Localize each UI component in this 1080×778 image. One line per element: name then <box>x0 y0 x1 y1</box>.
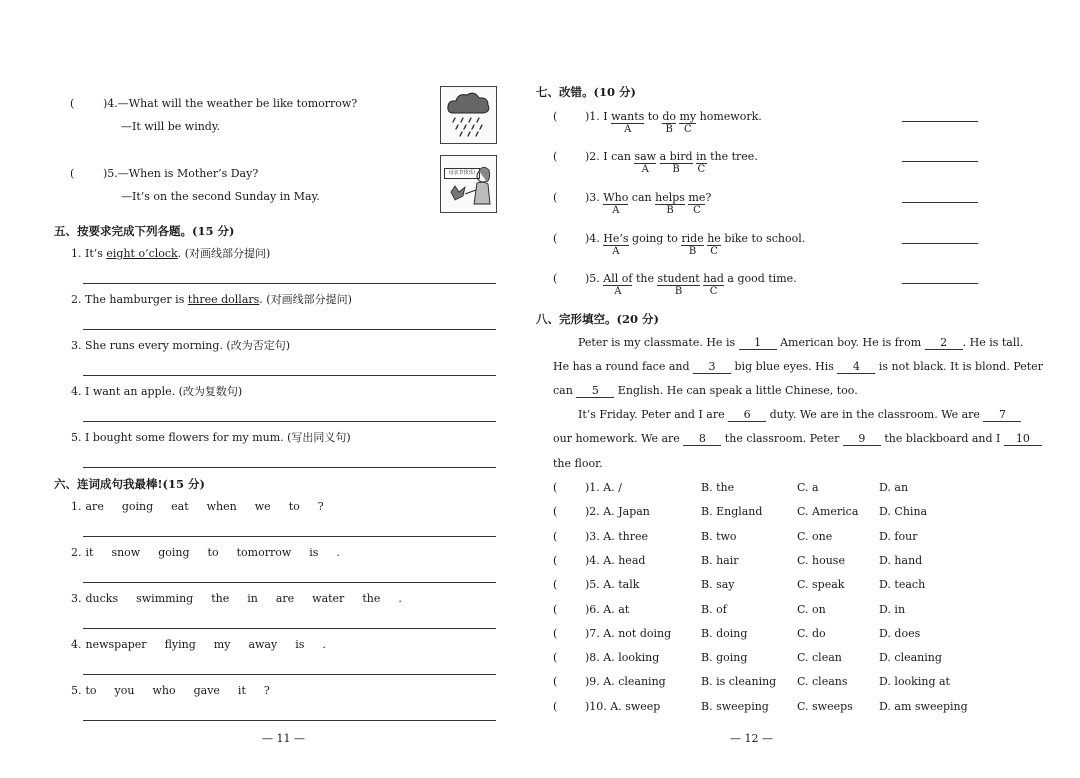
option-c[interactable]: C. speak <box>797 578 845 592</box>
instruction-text: . (对画线部分提问) <box>259 293 352 306</box>
marked-word-text: my <box>679 110 697 123</box>
question-text: 5. I bought some flowers for my mum. (写出同义句) <box>71 431 351 444</box>
word-order-question <box>71 684 288 698</box>
marked-word <box>681 232 704 257</box>
q5-answer: —It’s on the second Sunday in May. <box>121 190 320 203</box>
scrambled-word: flying <box>164 638 196 651</box>
option-num: )9. A. cleaning <box>585 675 666 689</box>
option-num: )10. A. sweep <box>585 699 661 713</box>
option-num: )2. A. Japan <box>585 505 650 519</box>
option-num: )6. A. at <box>585 602 630 616</box>
scrambled-word: . <box>322 638 326 651</box>
question-text: 1. It’s <box>71 247 107 260</box>
correction-line[interactable] <box>902 202 978 203</box>
scrambled-word: tomorrow <box>236 546 292 559</box>
passage-text: the classroom. Peter <box>721 432 843 445</box>
option-c[interactable]: C. cleans <box>797 675 848 689</box>
marked-word-text: had <box>703 272 724 285</box>
marked-word-text: do <box>662 110 676 123</box>
cloze-blank[interactable]: 9 <box>843 433 881 446</box>
scrambled-word: who <box>152 684 176 697</box>
answer-paren: ( <box>553 578 558 592</box>
option-letter: C <box>709 286 718 297</box>
passage-line <box>553 384 858 398</box>
option-c[interactable]: C. one <box>797 529 833 543</box>
page-number-left: — 11 — <box>262 732 305 745</box>
scrambled-word: are <box>85 500 104 513</box>
question-text: 4. I want an apple. (改为复数句) <box>71 385 243 398</box>
scrambled-word: the <box>211 592 230 605</box>
marked-word-text: a bird <box>659 150 693 163</box>
marked-word-text: All of <box>603 272 633 285</box>
option-d[interactable]: D. an <box>879 481 909 494</box>
scrambled-word: eat <box>171 500 189 513</box>
marked-word <box>659 150 693 175</box>
sentence-text: can <box>628 191 656 204</box>
scrambled-word: gave <box>193 684 220 697</box>
scrambled-word: going <box>121 500 154 513</box>
passage-text: English. He can speak a little Chinese, too. <box>614 384 858 397</box>
cloze-blank[interactable]: 1 <box>739 337 777 350</box>
marked-word-text: student <box>657 272 700 285</box>
error-paren: ( <box>553 272 558 285</box>
q4-answer: —It will be windy. <box>121 120 221 133</box>
option-d[interactable]: D. teach <box>879 578 926 592</box>
option-letter: C <box>697 164 706 175</box>
scrambled-word: . <box>336 546 340 559</box>
marked-word <box>707 232 721 257</box>
word-order-question <box>71 546 358 560</box>
word-order-question <box>71 592 420 606</box>
cloze-blank[interactable]: 7 <box>983 409 1021 422</box>
scrambled-word: is <box>295 638 305 651</box>
option-b[interactable]: B. England <box>701 505 763 519</box>
error-paren: ( <box>553 191 558 204</box>
correction-line[interactable] <box>902 161 978 162</box>
option-letter: A <box>612 246 620 257</box>
option-num: )4. A. head <box>585 553 646 567</box>
question-number: 5. <box>71 684 82 697</box>
answer-line[interactable] <box>83 283 496 284</box>
scrambled-word: to <box>207 546 219 559</box>
scrambled-word: swimming <box>136 592 194 605</box>
q5-question <box>103 167 258 181</box>
passage-text: the blackboard and I <box>880 432 1004 445</box>
error-question <box>585 191 712 216</box>
scrambled-word: when <box>206 500 237 513</box>
scrambled-word: to <box>85 684 97 697</box>
passage-line <box>553 457 603 471</box>
scrambled-word: it <box>237 684 246 697</box>
answer-line[interactable] <box>83 674 496 675</box>
marked-word-text: saw <box>634 150 657 163</box>
q4-question-text: —What will the weather be like tomorrow? <box>117 97 358 110</box>
option-b[interactable]: B. going <box>701 651 748 665</box>
option-c[interactable]: C. a <box>797 481 819 494</box>
option-num: )7. A. not doing <box>585 626 672 640</box>
option-d[interactable]: D. hand <box>879 553 923 567</box>
question-number: )2. <box>585 150 604 163</box>
rain-cloud-icon <box>440 86 497 144</box>
answer-paren: ( <box>553 602 558 616</box>
option-c[interactable]: C. on <box>797 602 826 616</box>
option-d[interactable]: D. does <box>879 626 921 640</box>
error-question <box>585 272 797 297</box>
sentence-text: I <box>603 110 612 123</box>
scrambled-word: water <box>312 592 345 605</box>
scrambled-word: the <box>362 592 381 605</box>
scrambled-word: is <box>309 546 319 559</box>
option-letter: A <box>614 286 622 297</box>
marked-word <box>634 150 657 175</box>
option-b[interactable]: B. the <box>701 481 735 494</box>
option-b[interactable]: B. say <box>701 578 735 592</box>
sentence-text: a good time. <box>723 272 797 285</box>
marked-word <box>662 110 676 135</box>
scrambled-word: in <box>247 592 258 605</box>
transform-question <box>71 293 352 307</box>
error-paren: ( <box>553 232 558 245</box>
scrambled-word: we <box>254 500 271 513</box>
option-c[interactable]: C. clean <box>797 651 842 665</box>
option-d[interactable]: D. four <box>879 529 918 543</box>
marked-word-text: ride <box>681 232 704 245</box>
correction-line[interactable] <box>902 243 978 244</box>
option-b[interactable]: B. doing <box>701 626 748 640</box>
option-d[interactable]: D. in <box>879 602 906 616</box>
word-order-question <box>71 500 342 514</box>
answer-line[interactable] <box>83 375 496 376</box>
sentence-text: homework. <box>696 110 762 123</box>
answer-line[interactable] <box>83 720 496 721</box>
option-letter: A <box>641 164 649 175</box>
question-text: 2. The hamburger is <box>71 293 188 306</box>
mother-card-icon <box>440 155 497 213</box>
error-paren: ( <box>553 110 558 123</box>
scrambled-word: to <box>288 500 300 513</box>
scrambled-word: my <box>213 638 231 651</box>
cloze-blank[interactable]: 5 <box>576 385 614 398</box>
option-letter: A <box>612 205 620 216</box>
answer-line[interactable] <box>83 628 496 629</box>
question-number: 3. <box>71 592 82 605</box>
passage-text: big blue eyes. His <box>731 360 838 373</box>
passage-text: the floor. <box>553 457 603 470</box>
option-c[interactable]: C. do <box>797 626 826 640</box>
marked-word-text: Who <box>603 191 629 204</box>
underlined-part: eight o’clock <box>106 247 178 260</box>
passage-text: He has a round face and <box>553 360 694 373</box>
option-letter: C <box>683 124 692 135</box>
answer-line[interactable] <box>83 329 496 330</box>
sentence-text: bike to school. <box>720 232 806 245</box>
passage-line <box>578 408 1021 422</box>
cloze-blank[interactable]: 4 <box>837 361 875 374</box>
option-letter: B <box>666 205 674 216</box>
scrambled-word: away <box>248 638 278 651</box>
scrambled-word: you <box>114 684 135 697</box>
option-d[interactable]: D. looking at <box>879 675 950 689</box>
question-number: 1. <box>71 500 82 513</box>
option-letter: B <box>665 124 673 135</box>
instruction-text: . (对画线部分提问) <box>177 247 271 260</box>
question-number: )3. <box>585 191 604 204</box>
underlined-part: three dollars <box>187 293 260 306</box>
answer-paren: ( <box>553 529 558 543</box>
correction-line[interactable] <box>902 283 978 284</box>
section5-title: 五、按要求完成下列各题。(15 分) <box>54 224 235 238</box>
passage-text: is not black. It is blond. Peter <box>875 360 1043 373</box>
q4-number: )4. <box>103 97 118 110</box>
cloze-blank[interactable]: 8 <box>683 433 721 446</box>
sentence-text: going to <box>628 232 682 245</box>
scrambled-word: ? <box>263 684 270 697</box>
marked-word <box>603 191 629 216</box>
marked-word <box>696 150 707 175</box>
scrambled-word: it <box>85 546 94 559</box>
marked-word <box>688 191 706 216</box>
option-letter: C <box>693 205 701 216</box>
error-question <box>585 232 806 257</box>
passage-text: Peter is my classmate. He is <box>578 336 739 349</box>
option-num: )1. A. / <box>585 481 622 494</box>
marked-word <box>657 272 700 297</box>
sentence-text: to <box>644 110 663 123</box>
marked-word-text: helps <box>655 191 685 204</box>
marked-word <box>655 191 685 216</box>
option-letter: B <box>688 246 697 257</box>
passage-text: duty. We are in the classroom. We are <box>766 408 984 421</box>
error-question <box>585 110 762 135</box>
scrambled-word: ? <box>317 500 324 513</box>
q5-question-text: —When is Mother’s Day? <box>117 167 259 180</box>
option-num: )3. A. three <box>585 529 649 543</box>
scrambled-word: newspaper <box>85 638 147 651</box>
question-number: 2. <box>71 546 82 559</box>
answer-paren: ( <box>553 505 558 519</box>
option-letter: B <box>674 286 683 297</box>
sentence-text: I can <box>603 150 635 163</box>
answer-paren: ( <box>553 651 558 665</box>
answer-line[interactable] <box>83 582 496 583</box>
passage-text: can <box>553 384 577 397</box>
passage-text: American boy. He is from <box>776 336 925 349</box>
option-d[interactable]: D. cleaning <box>879 651 942 665</box>
answer-line[interactable] <box>83 421 496 422</box>
sentence-text: ? <box>705 191 712 204</box>
marked-word-text: he <box>707 232 721 245</box>
question-number: )5. <box>585 272 604 285</box>
scrambled-word: are <box>275 592 295 605</box>
option-num: )8. A. looking <box>585 651 660 665</box>
transform-question <box>71 385 242 399</box>
option-letter: A <box>624 124 632 135</box>
answer-paren: ( <box>553 626 558 640</box>
option-d[interactable]: D. am sweeping <box>879 699 968 713</box>
answer-paren: ( <box>553 553 558 567</box>
q4-question <box>103 97 357 111</box>
marked-word <box>611 110 645 135</box>
option-b[interactable]: B. of <box>701 602 727 616</box>
cloze-blank[interactable]: 6 <box>728 409 766 422</box>
answer-paren: ( <box>553 675 558 689</box>
passage-text: . He is tall. <box>962 336 1024 349</box>
marked-word-text: me <box>688 191 706 204</box>
section6-title: 六、连词成句我最棒!(15 分) <box>54 477 205 491</box>
question-number: )4. <box>585 232 604 245</box>
error-paren: ( <box>553 150 558 163</box>
option-letter: C <box>710 246 718 257</box>
question-text: 3. She runs every morning. (改为否定句) <box>71 339 291 352</box>
option-d[interactable]: D. China <box>879 505 928 519</box>
error-question <box>585 150 758 175</box>
answer-line[interactable] <box>83 467 496 468</box>
option-num: )5. A. talk <box>585 578 640 592</box>
answer-line[interactable] <box>83 536 496 537</box>
marked-word <box>679 110 697 135</box>
q5-paren: ( <box>70 167 75 180</box>
marked-word <box>603 232 629 257</box>
section7-title: 七、改错。(10 分) <box>536 85 636 99</box>
scrambled-word: . <box>398 592 402 605</box>
question-number: )1. <box>585 110 604 123</box>
option-c[interactable]: C. America <box>797 505 859 519</box>
option-b[interactable]: B. is cleaning <box>701 675 777 689</box>
option-c[interactable]: C. house <box>797 553 845 567</box>
q4-paren: ( <box>70 97 75 110</box>
sentence-text: the tree. <box>706 150 758 163</box>
marked-word-text: He’s <box>603 232 629 245</box>
question-number: 4. <box>71 638 82 651</box>
transform-question <box>71 247 270 261</box>
cloze-blank[interactable]: 10 <box>1004 433 1042 446</box>
passage-line <box>553 432 1042 446</box>
passage-line <box>578 336 1023 350</box>
word-order-question <box>71 638 344 652</box>
option-b[interactable]: B. sweeping <box>701 699 769 713</box>
answer-paren: ( <box>553 699 558 713</box>
cloze-blank[interactable]: 3 <box>693 361 731 374</box>
passage-line <box>553 360 1043 374</box>
sentence-text: the <box>632 272 658 285</box>
answer-paren: ( <box>553 481 558 494</box>
scrambled-word: ducks <box>85 592 119 605</box>
correction-line[interactable] <box>902 121 978 122</box>
transform-question <box>71 431 351 445</box>
section8-title: 八、完形填空。(20 分) <box>536 312 659 326</box>
scrambled-word: snow <box>111 546 141 559</box>
card-text: 母亲节快乐! <box>444 168 480 179</box>
option-letter: B <box>672 164 680 175</box>
marked-word-text: in <box>696 150 707 163</box>
option-b[interactable]: B. hair <box>701 553 739 567</box>
passage-text: It’s Friday. Peter and I are <box>578 408 729 421</box>
scrambled-word: going <box>158 546 190 559</box>
page-number-right: — 12 — <box>730 732 773 745</box>
q5-number: )5. <box>103 167 118 180</box>
marked-word <box>703 272 724 297</box>
passage-text: our homework. We are <box>553 432 684 445</box>
marked-word-text: wants <box>611 110 645 123</box>
marked-word <box>603 272 633 297</box>
option-b[interactable]: B. two <box>701 529 737 543</box>
option-c[interactable]: C. sweeps <box>797 699 853 713</box>
transform-question <box>71 339 290 353</box>
cloze-blank[interactable]: 2 <box>925 337 963 350</box>
